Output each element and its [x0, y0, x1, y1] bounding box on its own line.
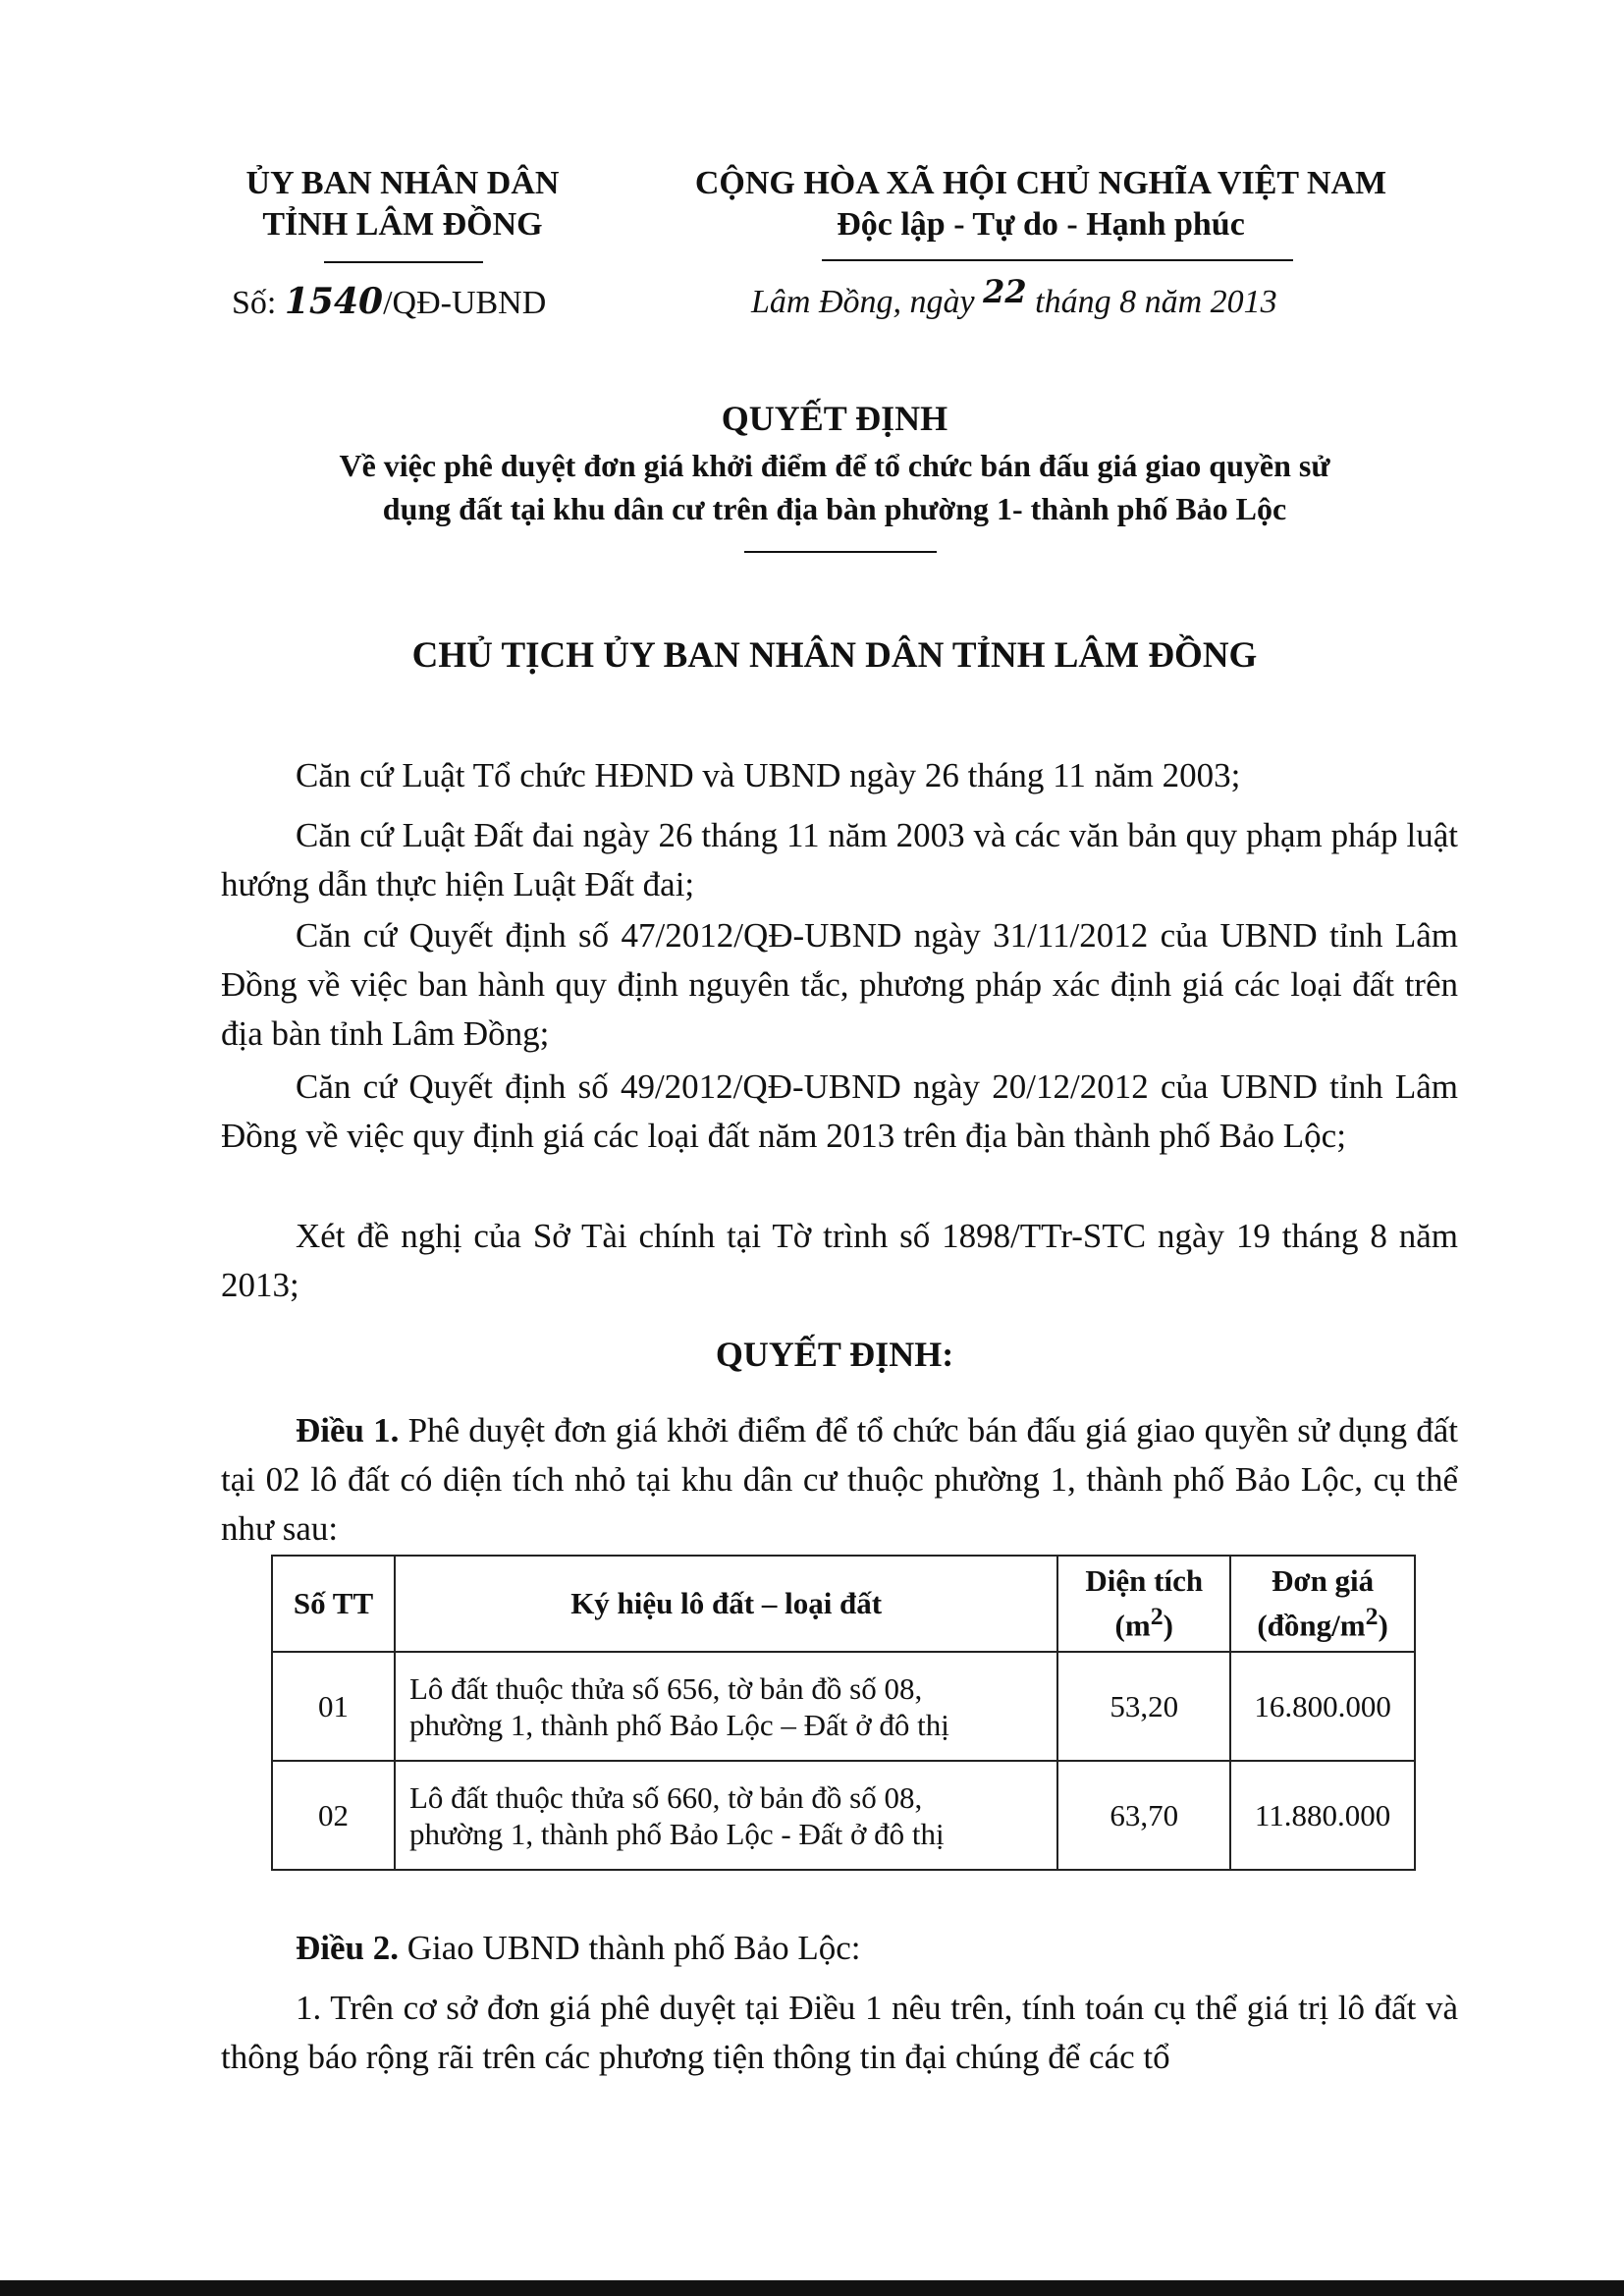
- date-suffix: tháng 8 năm 2013: [1026, 284, 1277, 320]
- header-area-sup: 2: [1150, 1602, 1164, 1631]
- preamble-text: Xét đề nghị của Sở Tài chính tại Tờ trình số 1898/TTr-STC ngày 19 tháng 8 năm 2013;: [221, 1217, 1458, 1304]
- cell-description-line: Lô đất thuộc thửa số 656, tờ bản đồ số 08,: [408, 1670, 923, 1706]
- country-motto: Độc lập - Tự do - Hạnh phúc: [837, 206, 1245, 243]
- land-lot-table: [271, 1555, 1416, 1871]
- country-name: CỘNG HÒA XÃ HỘI CHỦ NGHĨA VIỆT NAM: [694, 165, 1387, 201]
- article-2-item-1: [221, 1984, 1458, 2082]
- preamble-text: Căn cứ Quyết định số 47/2012/QĐ-UBND ngày 31/11/2012 của UBND tỉnh Lâm Đồng về việc ban hành quy định nguyên tắc, phương pháp xác định giá các loại đất trên địa bàn tỉnh Lâm Đồng;: [221, 916, 1458, 1053]
- table-header-row: [272, 1556, 1415, 1652]
- cell-description-line: phường 1, thành phố Bảo Lộc - Đất ở đô thị: [408, 1816, 945, 1851]
- cell-stt: 01: [272, 1652, 395, 1761]
- date-day-handwritten: 22: [983, 273, 1027, 310]
- article-2-label: Điều 2.: [296, 1929, 399, 1967]
- agency-name: [196, 163, 609, 246]
- table-row: [272, 1761, 1415, 1870]
- decision-heading: QUYẾT ĐỊNH:: [715, 1335, 954, 1374]
- agency-line-1: ỦY BAN NHÂN DÂN: [245, 165, 560, 201]
- cell-price: 11.880.000: [1230, 1761, 1415, 1870]
- agency-line-2: TỈNH LÂM ĐỒNG: [262, 206, 543, 243]
- preamble-text: Căn cứ Luật Đất đai ngày 26 tháng 11 năm 2003 và các văn bản quy phạm pháp luật hướng dẫn thực hiện Luật Đất đai;: [221, 816, 1458, 903]
- table-row: [272, 1652, 1415, 1761]
- preamble-decision-49: [221, 1063, 1458, 1161]
- document-number: [232, 281, 546, 324]
- cell-description-line: phường 1, thành phố Bảo Lộc – Đất ở đô thị: [408, 1707, 949, 1742]
- preamble-law-organization: [221, 751, 1458, 800]
- article-1-label: Điều 1.: [296, 1411, 400, 1449]
- preamble-text: Căn cứ Luật Tổ chức HĐND và UBND ngày 26 tháng 11 năm 2003;: [296, 756, 1241, 794]
- issuing-authority: CHỦ TỊCH ỦY BAN NHÂN DÂN TỈNH LÂM ĐỒNG: [411, 635, 1258, 676]
- header-area: [1057, 1556, 1230, 1652]
- header-area-unit: (m: [1114, 1608, 1151, 1643]
- document-title: QUYẾT ĐỊNH: [721, 399, 948, 438]
- number-suffix: /QĐ-UBND: [383, 285, 547, 321]
- motto-underline: [822, 259, 1293, 261]
- header-price-close: ): [1378, 1608, 1388, 1643]
- header-area-close: ): [1163, 1608, 1173, 1643]
- number-handwritten: 1540: [284, 281, 384, 322]
- header-stt: Số TT: [272, 1556, 395, 1652]
- header-area-label: Diện tích: [1085, 1563, 1204, 1599]
- national-motto: [648, 163, 1434, 246]
- cell-description: [395, 1652, 1057, 1761]
- cell-description-line: Lô đất thuộc thửa số 660, tờ bản đồ số 08,: [408, 1779, 923, 1815]
- article-2-item-1-text: 1. Trên cơ sở đơn giá phê duyệt tại Điều 1 nêu trên, tính toán cụ thể giá trị lô đất và thông báo rộng rãi trên các phương tiện thông tin đại chúng để các tổ: [221, 1989, 1458, 2076]
- cell-description: [395, 1761, 1057, 1870]
- preamble-land-law: [221, 811, 1458, 909]
- cell-area: 53,20: [1057, 1652, 1230, 1761]
- cell-area: 63,70: [1057, 1761, 1230, 1870]
- document-subject: [196, 444, 1473, 530]
- article-1-text: Phê duyệt đơn giá khởi điểm để tổ chức bán đấu giá giao quyền sử dụng đất tại 02 lô đất có diện tích nhỏ tại khu dân cư thuộc phường 1, thành phố Bảo Lộc, cụ thể như sau:: [221, 1411, 1459, 1548]
- document-date: [751, 273, 1277, 323]
- agency-underline: [324, 261, 483, 263]
- subject-line-2: dụng đất tại khu dân cư trên địa bàn phường 1- thành phố Bảo Lộc: [382, 491, 1287, 526]
- article-2-text: Giao UBND thành phố Bảo Lộc:: [399, 1929, 861, 1967]
- title-underline: [744, 551, 937, 553]
- cell-price: 16.800.000: [1230, 1652, 1415, 1761]
- cell-stt: 02: [272, 1761, 395, 1870]
- subject-line-1: Về việc phê duyệt đơn giá khởi điểm để tổ chức bán đấu giá giao quyền sử: [339, 448, 1330, 483]
- preamble-proposal: [221, 1212, 1458, 1310]
- header-description: Ký hiệu lô đất – loại đất: [395, 1556, 1057, 1652]
- article-2: [221, 1924, 1458, 1973]
- preamble-text: Căn cứ Quyết định số 49/2012/QĐ-UBND ngày 20/12/2012 của UBND tỉnh Lâm Đồng về việc quy định giá các loại đất năm 2013 trên địa bàn thành phố Bảo Lộc;: [221, 1067, 1458, 1155]
- scan-bottom-edge: [0, 2280, 1624, 2296]
- preamble-decision-47: [221, 911, 1458, 1059]
- header-price-label: Đơn giá: [1272, 1563, 1375, 1599]
- date-prefix: Lâm Đồng, ngày: [751, 284, 984, 320]
- header-price-unit: (đồng/m: [1257, 1608, 1366, 1643]
- header-price-sup: 2: [1365, 1602, 1379, 1631]
- article-1: [221, 1406, 1458, 1554]
- number-prefix: Số:: [232, 285, 285, 321]
- header-price: [1230, 1556, 1415, 1652]
